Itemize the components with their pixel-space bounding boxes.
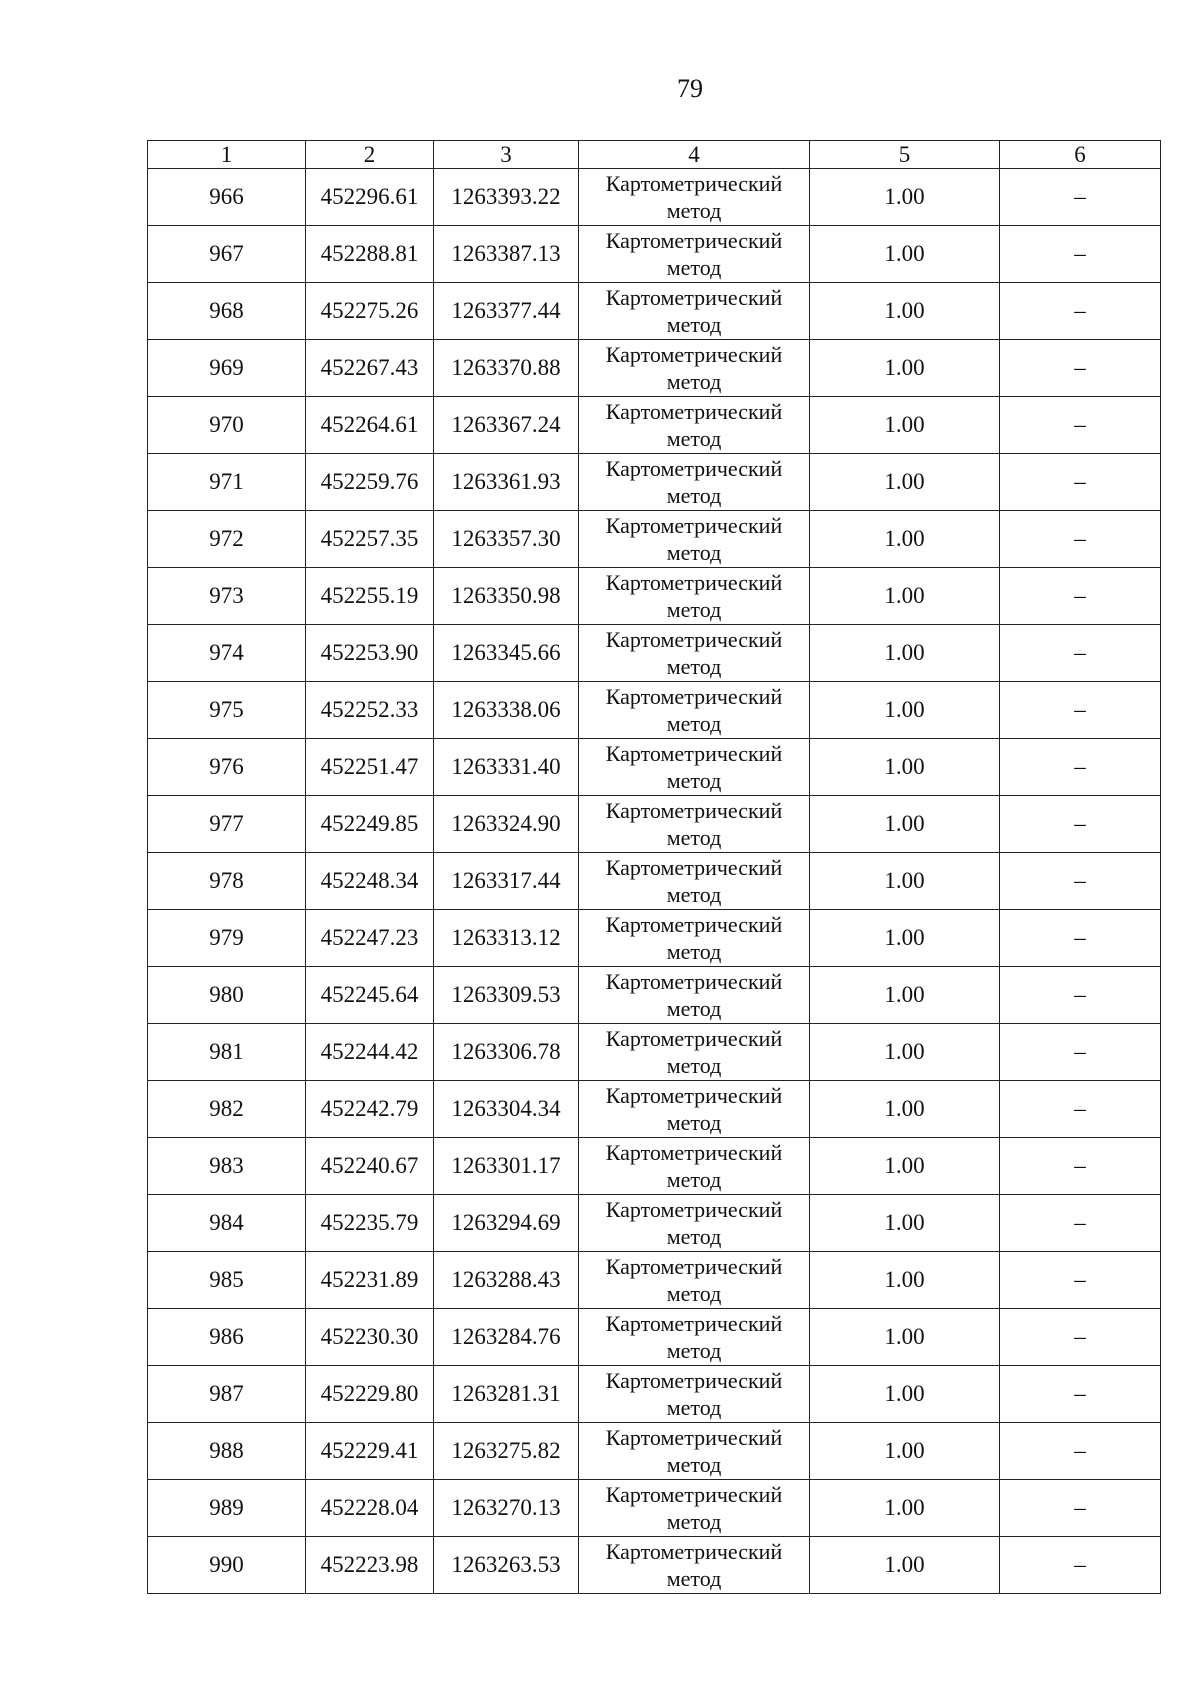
point-number-cell: 967 (148, 226, 306, 283)
table-row (148, 511, 1161, 568)
x-coordinate-cell: 452257.35 (306, 511, 434, 568)
note-cell: – (1000, 568, 1161, 625)
method-text: Картометрический (605, 1368, 783, 1393)
note-cell: – (1000, 967, 1161, 1024)
y-coordinate-cell: 1263313.12 (434, 910, 579, 967)
note-cell: – (1000, 739, 1161, 796)
x-coordinate-cell: 452228.04 (306, 1480, 434, 1537)
method-text: Картометрический (605, 285, 783, 310)
table-row (148, 454, 1161, 511)
table-row (148, 1138, 1161, 1195)
point-number-cell: 979 (148, 910, 306, 967)
table-body (148, 169, 1161, 1594)
method-text: Картометрический (605, 1083, 783, 1108)
accuracy-cell: 1.00 (810, 169, 1000, 226)
table-row (148, 1195, 1161, 1252)
table-row (148, 1537, 1161, 1594)
method-cell (579, 1081, 810, 1138)
table-row (148, 625, 1161, 682)
method-text: метод (666, 1452, 722, 1477)
note-cell: – (1000, 682, 1161, 739)
note-cell: – (1000, 1081, 1161, 1138)
point-number-cell: 973 (148, 568, 306, 625)
method-cell (579, 1309, 810, 1366)
method-cell (579, 625, 810, 682)
y-coordinate-cell: 1263263.53 (434, 1537, 579, 1594)
method-cell (579, 682, 810, 739)
x-coordinate-cell: 452229.41 (306, 1423, 434, 1480)
method-text: Картометрический (605, 1254, 783, 1279)
method-text: метод (666, 882, 722, 907)
note-cell: – (1000, 283, 1161, 340)
method-cell (579, 1480, 810, 1537)
point-number-cell: 970 (148, 397, 306, 454)
point-number-cell: 978 (148, 853, 306, 910)
method-text: Картометрический (605, 1311, 783, 1336)
table-row (148, 568, 1161, 625)
method-cell (579, 511, 810, 568)
table-row (148, 796, 1161, 853)
method-cell (579, 1423, 810, 1480)
method-text: Картометрический (605, 1425, 783, 1450)
y-coordinate-cell: 1263301.17 (434, 1138, 579, 1195)
accuracy-cell: 1.00 (810, 1252, 1000, 1309)
y-coordinate-cell: 1263387.13 (434, 226, 579, 283)
method-text: метод (666, 654, 722, 679)
accuracy-cell: 1.00 (810, 1024, 1000, 1081)
method-cell (579, 1138, 810, 1195)
y-coordinate-cell: 1263370.88 (434, 340, 579, 397)
method-cell (579, 568, 810, 625)
table-row (148, 1252, 1161, 1309)
note-cell: – (1000, 796, 1161, 853)
method-cell (579, 1537, 810, 1594)
accuracy-cell: 1.00 (810, 1537, 1000, 1594)
note-cell: – (1000, 1309, 1161, 1366)
accuracy-cell: 1.00 (810, 1366, 1000, 1423)
page-number: 79 (677, 74, 703, 103)
accuracy-cell: 1.00 (810, 1309, 1000, 1366)
method-text: метод (666, 198, 722, 223)
method-text: метод (666, 711, 722, 736)
method-text: Картометрический (605, 1197, 783, 1222)
x-coordinate-cell: 452248.34 (306, 853, 434, 910)
note-cell: – (1000, 397, 1161, 454)
method-text: Картометрический (605, 1026, 783, 1051)
note-cell: – (1000, 1195, 1161, 1252)
accuracy-cell: 1.00 (810, 682, 1000, 739)
point-number-cell: 971 (148, 454, 306, 511)
method-text: метод (666, 1053, 722, 1078)
table-row (148, 682, 1161, 739)
note-cell: – (1000, 1138, 1161, 1195)
table-row (148, 910, 1161, 967)
method-text: Картометрический (605, 855, 783, 880)
y-coordinate-cell: 1263350.98 (434, 568, 579, 625)
accuracy-cell: 1.00 (810, 1480, 1000, 1537)
point-number-cell: 969 (148, 340, 306, 397)
note-cell: – (1000, 454, 1161, 511)
header-row (148, 141, 1161, 169)
table-row (148, 169, 1161, 226)
note-cell: – (1000, 169, 1161, 226)
method-text: метод (666, 540, 722, 565)
x-coordinate-cell: 452245.64 (306, 967, 434, 1024)
method-text: метод (666, 369, 722, 394)
x-coordinate-cell: 452235.79 (306, 1195, 434, 1252)
note-cell: – (1000, 1366, 1161, 1423)
point-number-cell: 987 (148, 1366, 306, 1423)
column-header-4: 4 (579, 141, 810, 169)
method-text: метод (666, 1338, 722, 1363)
table-row (148, 340, 1161, 397)
y-coordinate-cell: 1263288.43 (434, 1252, 579, 1309)
table-row (148, 1366, 1161, 1423)
method-cell (579, 910, 810, 967)
y-coordinate-cell: 1263306.78 (434, 1024, 579, 1081)
method-text: метод (666, 1566, 722, 1591)
method-text: Картометрический (605, 1140, 783, 1165)
method-cell (579, 1252, 810, 1309)
x-coordinate-cell: 452230.30 (306, 1309, 434, 1366)
point-number-cell: 983 (148, 1138, 306, 1195)
method-text: Картометрический (605, 1482, 783, 1507)
table-row (148, 967, 1161, 1024)
method-text: метод (666, 1110, 722, 1135)
x-coordinate-cell: 452252.33 (306, 682, 434, 739)
x-coordinate-cell: 452264.61 (306, 397, 434, 454)
note-cell: – (1000, 340, 1161, 397)
table-header (148, 141, 1161, 169)
point-number-cell: 972 (148, 511, 306, 568)
accuracy-cell: 1.00 (810, 1195, 1000, 1252)
y-coordinate-cell: 1263361.93 (434, 454, 579, 511)
point-number-cell: 988 (148, 1423, 306, 1480)
table-row (148, 853, 1161, 910)
x-coordinate-cell: 452255.19 (306, 568, 434, 625)
method-text: метод (666, 312, 722, 337)
method-text: Картометрический (605, 969, 783, 994)
method-cell (579, 967, 810, 1024)
point-number-cell: 990 (148, 1537, 306, 1594)
method-text: Картометрический (605, 741, 783, 766)
accuracy-cell: 1.00 (810, 796, 1000, 853)
method-text: метод (666, 1395, 722, 1420)
point-number-cell: 985 (148, 1252, 306, 1309)
note-cell: – (1000, 1537, 1161, 1594)
point-number-cell: 984 (148, 1195, 306, 1252)
accuracy-cell: 1.00 (810, 226, 1000, 283)
point-number-cell: 977 (148, 796, 306, 853)
x-coordinate-cell: 452240.67 (306, 1138, 434, 1195)
method-cell (579, 1024, 810, 1081)
method-text: метод (666, 426, 722, 451)
method-text: метод (666, 1281, 722, 1306)
method-text: Картометрический (605, 399, 783, 424)
column-header-1: 1 (148, 141, 306, 169)
point-number-cell: 989 (148, 1480, 306, 1537)
accuracy-cell: 1.00 (810, 625, 1000, 682)
point-number-cell: 982 (148, 1081, 306, 1138)
method-text: Картометрический (605, 228, 783, 253)
method-text: метод (666, 939, 722, 964)
note-cell: – (1000, 1024, 1161, 1081)
method-cell (579, 226, 810, 283)
y-coordinate-cell: 1263294.69 (434, 1195, 579, 1252)
method-cell (579, 169, 810, 226)
y-coordinate-cell: 1263324.90 (434, 796, 579, 853)
x-coordinate-cell: 452275.26 (306, 283, 434, 340)
accuracy-cell: 1.00 (810, 511, 1000, 568)
x-coordinate-cell: 452242.79 (306, 1081, 434, 1138)
method-cell (579, 853, 810, 910)
column-header-5: 5 (810, 141, 1000, 169)
accuracy-cell: 1.00 (810, 853, 1000, 910)
accuracy-cell: 1.00 (810, 967, 1000, 1024)
y-coordinate-cell: 1263345.66 (434, 625, 579, 682)
note-cell: – (1000, 226, 1161, 283)
y-coordinate-cell: 1263309.53 (434, 967, 579, 1024)
method-text: метод (666, 1509, 722, 1534)
method-cell (579, 1195, 810, 1252)
table-row (148, 1024, 1161, 1081)
x-coordinate-cell: 452296.61 (306, 169, 434, 226)
method-text: метод (666, 825, 722, 850)
accuracy-cell: 1.00 (810, 397, 1000, 454)
coordinates-table (147, 140, 1161, 1594)
method-text: метод (666, 1224, 722, 1249)
method-text: Картометрический (605, 798, 783, 823)
note-cell: – (1000, 853, 1161, 910)
method-cell (579, 340, 810, 397)
table-row (148, 1480, 1161, 1537)
y-coordinate-cell: 1263377.44 (434, 283, 579, 340)
accuracy-cell: 1.00 (810, 739, 1000, 796)
y-coordinate-cell: 1263367.24 (434, 397, 579, 454)
column-header-2: 2 (306, 141, 434, 169)
point-number-cell: 974 (148, 625, 306, 682)
point-number-cell: 976 (148, 739, 306, 796)
y-coordinate-cell: 1263270.13 (434, 1480, 579, 1537)
y-coordinate-cell: 1263304.34 (434, 1081, 579, 1138)
note-cell: – (1000, 910, 1161, 967)
note-cell: – (1000, 625, 1161, 682)
method-text: Картометрический (605, 171, 783, 196)
point-number-cell: 980 (148, 967, 306, 1024)
y-coordinate-cell: 1263284.76 (434, 1309, 579, 1366)
table-row (148, 1423, 1161, 1480)
note-cell: – (1000, 1423, 1161, 1480)
method-cell (579, 796, 810, 853)
x-coordinate-cell: 452247.23 (306, 910, 434, 967)
table-row (148, 1309, 1161, 1366)
x-coordinate-cell: 452244.42 (306, 1024, 434, 1081)
point-number-cell: 981 (148, 1024, 306, 1081)
accuracy-cell: 1.00 (810, 568, 1000, 625)
x-coordinate-cell: 452249.85 (306, 796, 434, 853)
accuracy-cell: 1.00 (810, 454, 1000, 511)
table-row (148, 397, 1161, 454)
method-text: метод (666, 483, 722, 508)
table-row (148, 226, 1161, 283)
y-coordinate-cell: 1263275.82 (434, 1423, 579, 1480)
point-number-cell: 968 (148, 283, 306, 340)
y-coordinate-cell: 1263338.06 (434, 682, 579, 739)
y-coordinate-cell: 1263281.31 (434, 1366, 579, 1423)
y-coordinate-cell: 1263393.22 (434, 169, 579, 226)
table-row (148, 739, 1161, 796)
note-cell: – (1000, 511, 1161, 568)
accuracy-cell: 1.00 (810, 910, 1000, 967)
method-text: метод (666, 996, 722, 1021)
x-coordinate-cell: 452259.76 (306, 454, 434, 511)
x-coordinate-cell: 452231.89 (306, 1252, 434, 1309)
method-cell (579, 1366, 810, 1423)
method-text: Картометрический (605, 456, 783, 481)
point-number-cell: 986 (148, 1309, 306, 1366)
accuracy-cell: 1.00 (810, 340, 1000, 397)
method-text: Картометрический (605, 912, 783, 937)
y-coordinate-cell: 1263357.30 (434, 511, 579, 568)
method-text: метод (666, 255, 722, 280)
point-number-cell: 975 (148, 682, 306, 739)
x-coordinate-cell: 452229.80 (306, 1366, 434, 1423)
method-cell (579, 397, 810, 454)
note-cell: – (1000, 1252, 1161, 1309)
x-coordinate-cell: 452253.90 (306, 625, 434, 682)
point-number-cell: 966 (148, 169, 306, 226)
table-row (148, 283, 1161, 340)
method-cell (579, 454, 810, 511)
method-text: метод (666, 768, 722, 793)
x-coordinate-cell: 452288.81 (306, 226, 434, 283)
method-text: Картометрический (605, 627, 783, 652)
note-cell: – (1000, 1480, 1161, 1537)
method-text: Картометрический (605, 684, 783, 709)
method-text: метод (666, 1167, 722, 1192)
method-text: Картометрический (605, 1539, 783, 1564)
y-coordinate-cell: 1263317.44 (434, 853, 579, 910)
table-row (148, 1081, 1161, 1138)
x-coordinate-cell: 452223.98 (306, 1537, 434, 1594)
column-header-3: 3 (434, 141, 579, 169)
x-coordinate-cell: 452267.43 (306, 340, 434, 397)
column-header-6: 6 (1000, 141, 1161, 169)
x-coordinate-cell: 452251.47 (306, 739, 434, 796)
method-cell (579, 283, 810, 340)
method-text: Картометрический (605, 570, 783, 595)
method-text: Картометрический (605, 342, 783, 367)
accuracy-cell: 1.00 (810, 1423, 1000, 1480)
accuracy-cell: 1.00 (810, 283, 1000, 340)
y-coordinate-cell: 1263331.40 (434, 739, 579, 796)
accuracy-cell: 1.00 (810, 1081, 1000, 1138)
method-cell (579, 739, 810, 796)
method-text: метод (666, 597, 722, 622)
accuracy-cell: 1.00 (810, 1138, 1000, 1195)
method-text: Картометрический (605, 513, 783, 538)
